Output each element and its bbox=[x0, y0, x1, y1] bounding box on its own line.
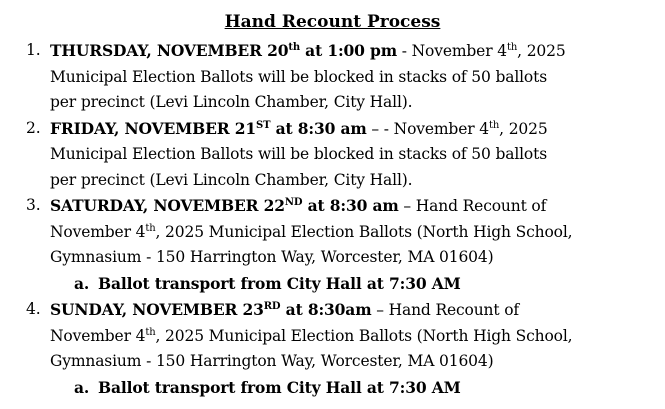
item-line-1: THURSDAY, NOVEMBER 20th at 1:00 pm - November 4th, 2025 bbox=[50, 41, 566, 60]
item-day: SATURDAY, NOVEMBER 22ND at 8:30 am bbox=[50, 196, 399, 215]
sub-item-letter: a. bbox=[74, 273, 90, 293]
sub-item-letter: a. bbox=[74, 377, 90, 397]
item-line-1: FRIDAY, NOVEMBER 21ST at 8:30 am – - November 4th, 2025 bbox=[50, 118, 548, 138]
item-line-2: Municipal Election Ballots will be blocked in stacks of 50 ballots bbox=[50, 145, 547, 163]
item-line-2: November 4th, 2025 Municipal Election Ballots (North High School, bbox=[50, 326, 573, 345]
item-line-3: per precinct (Levi Lincoln Chamber, City Hall). bbox=[50, 93, 413, 111]
item-line-3: Gymnasium - 150 Harrington Way, Worcester, MA 01604) bbox=[50, 248, 494, 266]
list-item-thursday bbox=[0, 38, 655, 116]
item-line-2: Municipal Election Ballots will be blocked in stacks of 50 ballots bbox=[50, 67, 547, 86]
item-number: 3. bbox=[26, 196, 41, 214]
item-number: 2. bbox=[26, 118, 41, 137]
list-item-sunday bbox=[0, 297, 655, 375]
sub-item-text: Ballot transport from City Hall at 7:30 AM bbox=[98, 273, 461, 293]
item-day: FRIDAY, NOVEMBER 21ST at 8:30 am bbox=[50, 118, 367, 138]
item-line-1: SATURDAY, NOVEMBER 22ND at 8:30 am – Hand Recount of bbox=[50, 196, 547, 215]
sub-item-sunday-transport bbox=[0, 375, 655, 402]
document-title: Hand Recount Process bbox=[224, 12, 441, 32]
item-number: 4. bbox=[26, 300, 41, 318]
item-line-2: November 4th, 2025 Municipal Election Ballots (North High School, bbox=[50, 222, 573, 241]
item-line-3: Gymnasium - 150 Harrington Way, Worcester, MA 01604) bbox=[50, 352, 494, 370]
sub-item-saturday-transport bbox=[0, 271, 655, 298]
item-day: THURSDAY, NOVEMBER 20th at 1:00 pm bbox=[50, 41, 397, 60]
recount-schedule-list bbox=[0, 38, 655, 401]
sub-item-text: Ballot transport from City Hall at 7:30 AM bbox=[98, 377, 461, 397]
list-item-friday bbox=[0, 116, 655, 194]
item-line-3: per precinct (Levi Lincoln Chamber, City Hall). bbox=[50, 170, 413, 189]
item-line-1: SUNDAY, NOVEMBER 23RD at 8:30am – Hand Recount of bbox=[50, 300, 520, 319]
item-number: 1. bbox=[26, 41, 41, 59]
item-day: SUNDAY, NOVEMBER 23RD at 8:30am bbox=[50, 300, 372, 319]
list-item-saturday bbox=[0, 193, 655, 271]
